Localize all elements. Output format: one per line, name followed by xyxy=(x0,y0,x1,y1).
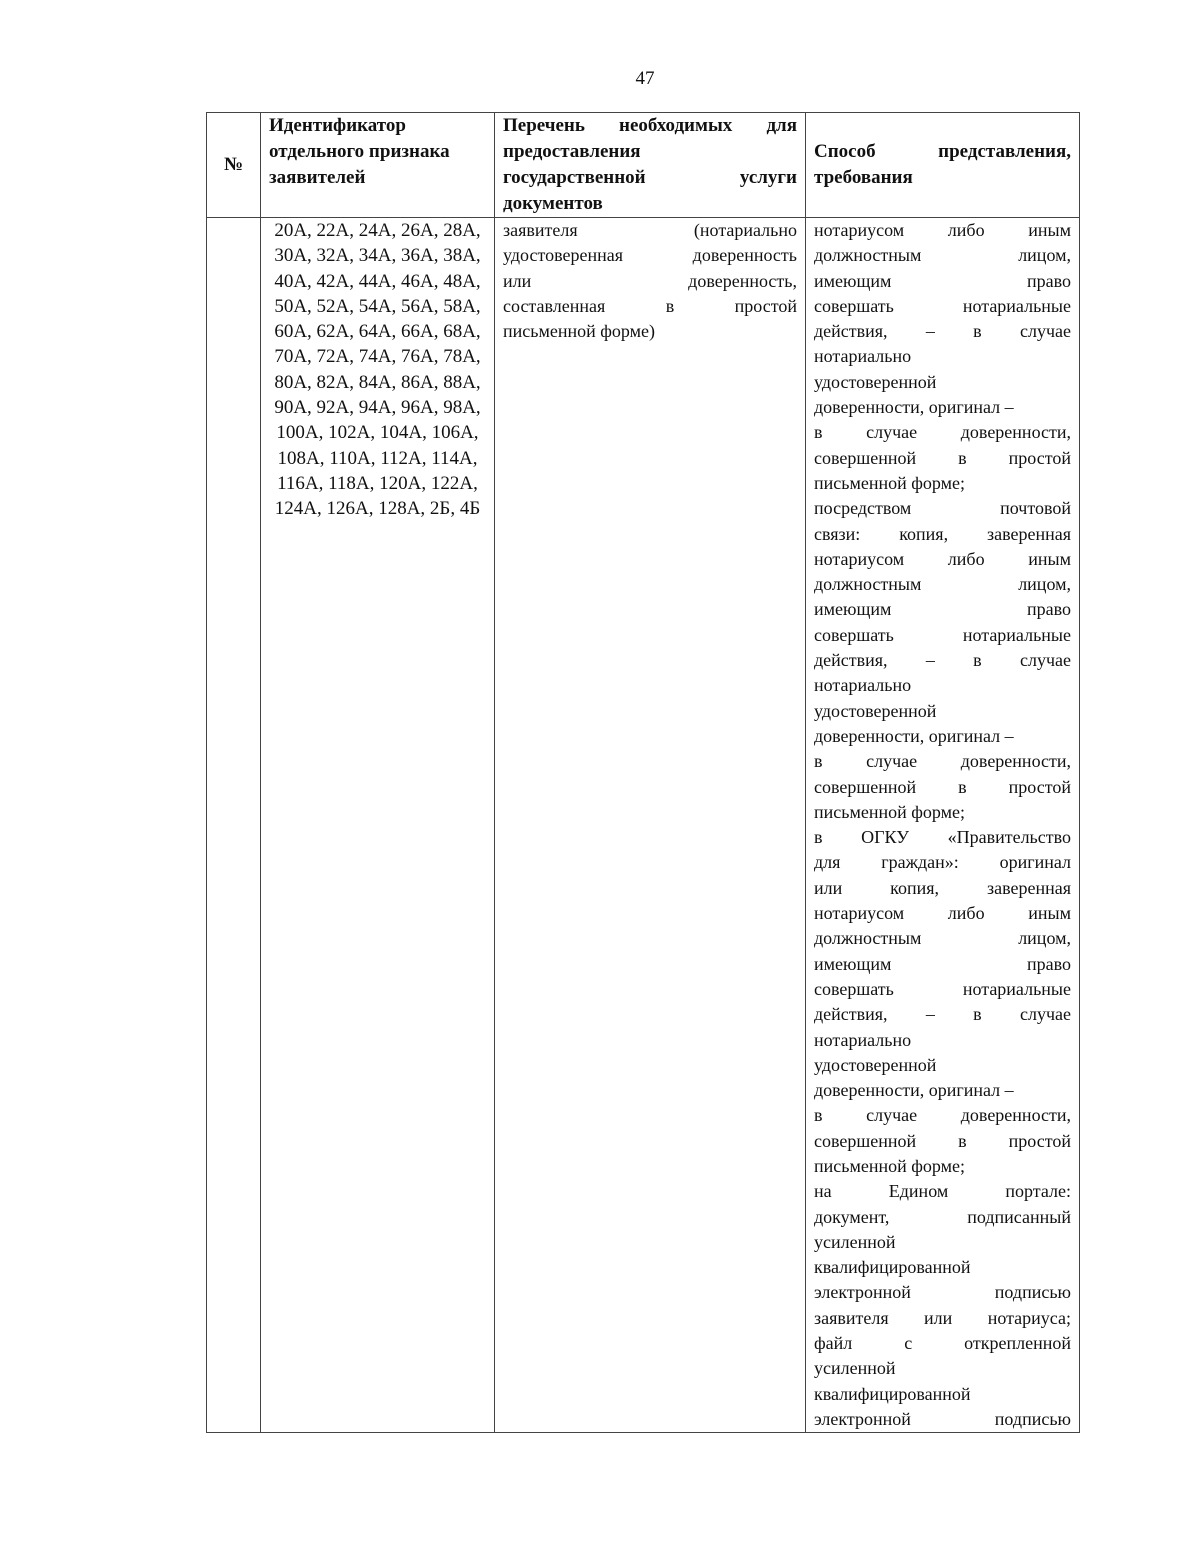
text-line: нотариусом либо иным xyxy=(814,548,1071,569)
text-line: действия, – в случае xyxy=(814,1004,1071,1025)
text-line: действия, – в случае xyxy=(814,321,1071,342)
text-line: нотариусом либо иным xyxy=(814,220,1071,240)
text-line: удостоверенной xyxy=(814,1054,937,1075)
text-line: совершать нотариальные xyxy=(814,624,1071,645)
text-line: доверенности, оригинал – xyxy=(814,397,1014,418)
text-line: совершенной в простой xyxy=(814,776,1071,797)
text-line: квалифицированной xyxy=(814,1257,971,1278)
text-line: должностным лицом, xyxy=(814,928,1071,949)
text-line: письменной форме; xyxy=(814,1155,966,1176)
header-documents-line: предоставления xyxy=(503,141,641,162)
text-line: нотариально xyxy=(814,1029,912,1050)
text-line: электронной подписью xyxy=(814,1408,1071,1429)
text-line: файл с открепленной xyxy=(814,1333,1071,1354)
text-line: удостоверенная доверенность xyxy=(503,245,797,266)
text-line: имеющим право xyxy=(814,270,1071,291)
text-line: в ОГКУ «Правительство xyxy=(814,827,1071,848)
text-line: заявителя (нотариально xyxy=(503,220,797,240)
text-line: электронной подписью xyxy=(814,1282,1071,1303)
text-line: для граждан»: оригинал xyxy=(814,852,1071,873)
text-line: должностным лицом, xyxy=(814,245,1071,266)
text-line: удостоверенной xyxy=(814,371,937,392)
table-row xyxy=(207,218,1080,1433)
text-line: письменной форме; xyxy=(814,472,966,493)
cell-method xyxy=(806,218,1080,1433)
text-line: нотариально xyxy=(814,675,912,696)
text-line: или доверенность, xyxy=(503,270,797,291)
header-documents xyxy=(495,113,806,218)
header-identifier: Идентификатор отдельного признака заявителей xyxy=(261,113,495,218)
text-line: действия, – в случае xyxy=(814,650,1071,671)
header-documents-line: Перечень необходимых для xyxy=(503,115,797,136)
text-line: имеющим право xyxy=(814,953,1071,974)
header-number: № xyxy=(207,113,261,218)
text-line: в случае доверенности, xyxy=(814,422,1071,443)
text-line: удостоверенной xyxy=(814,700,937,721)
text-line: посредством почтовой xyxy=(814,498,1071,519)
text-line: на Едином портале: xyxy=(814,1181,1071,1202)
text-line: документ, подписанный xyxy=(814,1206,1071,1227)
text-line: должностным лицом, xyxy=(814,574,1071,595)
text-line: связи: копия, заверенная xyxy=(814,523,1071,544)
header-documents-line: государственной услуги xyxy=(503,167,797,188)
text-line: письменной форме; xyxy=(814,801,966,822)
text-line: доверенности, оригинал – xyxy=(814,725,1014,746)
text-line: совершенной в простой xyxy=(814,1130,1071,1151)
table-header-row xyxy=(207,113,1080,218)
text-line: совершенной в простой xyxy=(814,447,1071,468)
text-line: составленная в простой xyxy=(503,295,797,316)
page-number: 47 xyxy=(635,68,655,89)
text-line: нотариусом либо иным xyxy=(814,903,1071,924)
header-method: Способ представления, требования xyxy=(806,113,1080,218)
text-line: доверенности, оригинал – xyxy=(814,1080,1014,1101)
text-line: усиленной xyxy=(814,1231,896,1252)
text-line: усиленной xyxy=(814,1358,896,1379)
header-documents-line: документов xyxy=(503,193,603,214)
text-line: в случае доверенности, xyxy=(814,751,1071,772)
requirements-table xyxy=(206,112,1080,1433)
text-line: нотариально xyxy=(814,346,912,367)
text-line: имеющим право xyxy=(814,599,1071,620)
text-line: в случае доверенности, xyxy=(814,1105,1071,1126)
cell-applicant-codes: 20А, 22А, 24А, 26А, 28А, 30А, 32А, 34А, 36А, 38А, 40А, 42А, 44А, 46А, 48А, 50А, 52А, 54А, 56А, 58А, 60А, 62А, 64А, 66А, 68А, 70А, 72А, 74А, 76А, 78А, 80А, 82А, 84А, 86А, 88А, 90А, 92А, 94А, 96А, 98А, 100А, 102А, 104А, 106А, 108А, 110А, 112А, 114А, 116А, 118А, 120А, 122А, 124А, 126А, 128А, 2Б, 4Б xyxy=(261,218,495,1433)
text-line: совершать нотариальные xyxy=(814,978,1071,999)
text-line: письменной форме) xyxy=(503,321,656,342)
cell-number xyxy=(207,218,261,1433)
text-line: совершать нотариальные xyxy=(814,295,1071,316)
text-line: или копия, заверенная xyxy=(814,877,1071,898)
text-line: квалифицированной xyxy=(814,1383,971,1404)
text-line: заявителя или нотариуса; xyxy=(814,1307,1071,1328)
cell-documents xyxy=(495,218,806,1433)
